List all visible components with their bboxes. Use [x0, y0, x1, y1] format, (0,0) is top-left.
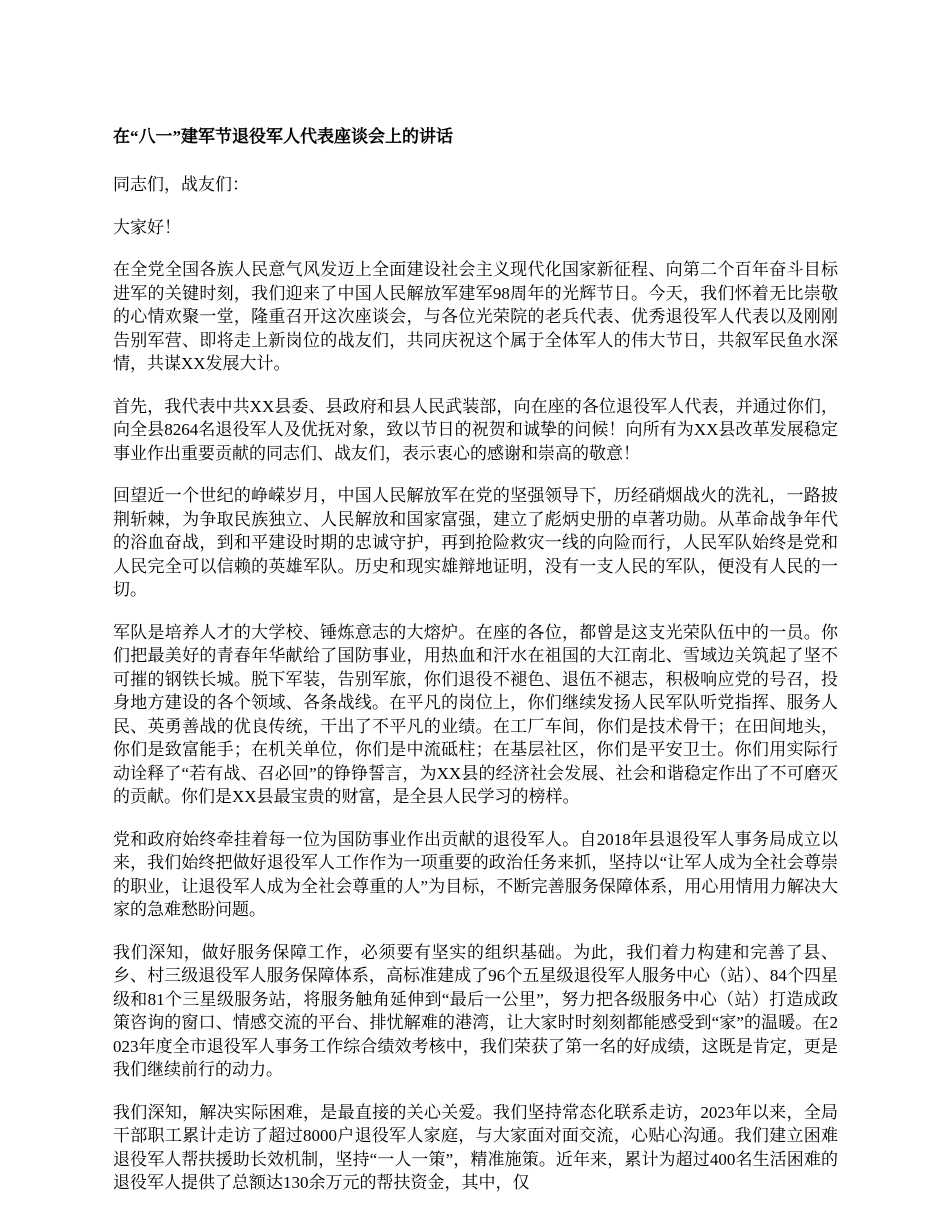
paragraph-difficulty-assistance: 我们深知，解决实际困难，是最直接的关心关爱。我们坚持常态化联系走访，2023年以来，全局干部职工累计走访了超过8000户退役军人家庭，与大家面对面交流，心贴心沟通。我们建立困难退役军人帮扶援助长效机制，坚持“一人一策”，精准施策。近年来，累计为超过400名生活困难的退役军人提供了总额达130余万元的帮扶资金，其中，仅	[113, 1102, 838, 1192]
paragraph-government-care: 党和政府始终牵挂着每一位为国防事业作出贡献的退役军人。自2018年县退役军人事务局成立以来，我们始终把做好退役军人工作作为一项重要的政治任务来抓，坚持以“让军人成为全社会尊崇的职业，让退役军人成为全社会尊重的人”为目标，不断完善服务保障体系，用心用情用力解决大家的急难愁盼问题。	[113, 829, 838, 919]
paragraph-veterans-contribution: 军队是培养人才的大学校、锤炼意志的大熔炉。在座的各位，都曾是这支光荣队伍中的一员。你们把最美好的青春年华献给了国防事业，用热血和汗水在祖国的大江南北、雪域边关筑起了坚不可摧的钢铁长城。脱下军装，告别军旅，你们退役不褪色、退伍不褪志，积极响应党的号召，投身地方建设的各个领域、各条战线。在平凡的岗位上，你们继续发扬人民军队听党指挥、服务人民、英勇善战的优良传统，干出了不平凡的业绩。在工厂车间，你们是技术骨干；在田间地头，你们是致富能手；在机关单位，你们是中流砥柱；在基层社区，你们是平安卫士。你们用实际行动诠释了“若有战、召必回”的铮铮誓言，为XX县的经济社会发展、社会和谐稳定作出了不可磨灭的贡献。你们是XX县最宝贵的财富，是全县人民学习的榜样。	[113, 622, 838, 806]
document-title: 在“八一”建军节退役军人代表座谈会上的讲话	[113, 127, 453, 146]
paragraph-greeting: 大家好！	[113, 217, 181, 237]
paragraph-service-system: 我们深知，做好服务保障工作，必须要有坚实的组织基础。为此，我们着力构建和完善了县、乡、村三级退役军人服务保障体系，高标准建成了96个五星级退役军人服务中心（站）、84个四星级和81个三星级服务站，将服务触角延伸到“最后一公里”，努力把各级服务中心（站）打造成政策咨询的窗口、情感交流的平台、排忧解难的港湾，让大家时时刻刻都能感受到“家”的温暖。在2023年度全市退役军人事务工作综合绩效考核中，我们荣获了第一名的好成绩，这既是肯定，更是我们继续前行的动力。	[113, 942, 838, 1079]
paragraph-congratulations: 首先，我代表中共XX县委、县政府和县人民武装部，向在座的各位退役军人代表，并通过你们，向全县8264名退役军人及优抚对象，致以节日的祝贺和诚挚的问候！向所有为XX县改革发展稳定事业作出重要贡献的同志们、战友们，表示衷心的感谢和崇高的敬意！	[113, 396, 838, 463]
paragraph-history: 回望近一个世纪的峥嵘岁月，中国人民解放军在党的坚强领导下，历经硝烟战火的洗礼，一路披荆斩棘，为争取民族独立、人民解放和国家富强，建立了彪炳史册的卓著功勋。从革命战争年代的浴血奋战，到和平建设时期的忠诚守护，再到抢险救灾一线的向险而行，人民军队始终是党和人民完全可以信赖的英雄军队。历史和现实雄辩地证明，没有一支人民的军队，便没有人民的一切。	[113, 486, 838, 599]
paragraph-opening: 在全党全国各族人民意气风发迈上全面建设社会主义现代化国家新征程、向第二个百年奋斗目标进军的关键时刻，我们迎来了中国人民解放军建军98周年的光辉节日。今天，我们怀着无比崇敬的心情欢聚一堂，隆重召开这次座谈会，与各位光荣院的老兵代表、优秀退役军人代表以及刚刚告别军营、即将走上新岗位的战友们，共同庆祝这个属于全体军人的伟大节日，共叙军民鱼水深情，共谋XX发展大计。	[113, 260, 838, 373]
paragraph-salutation: 同志们，战友们：	[113, 175, 249, 194]
